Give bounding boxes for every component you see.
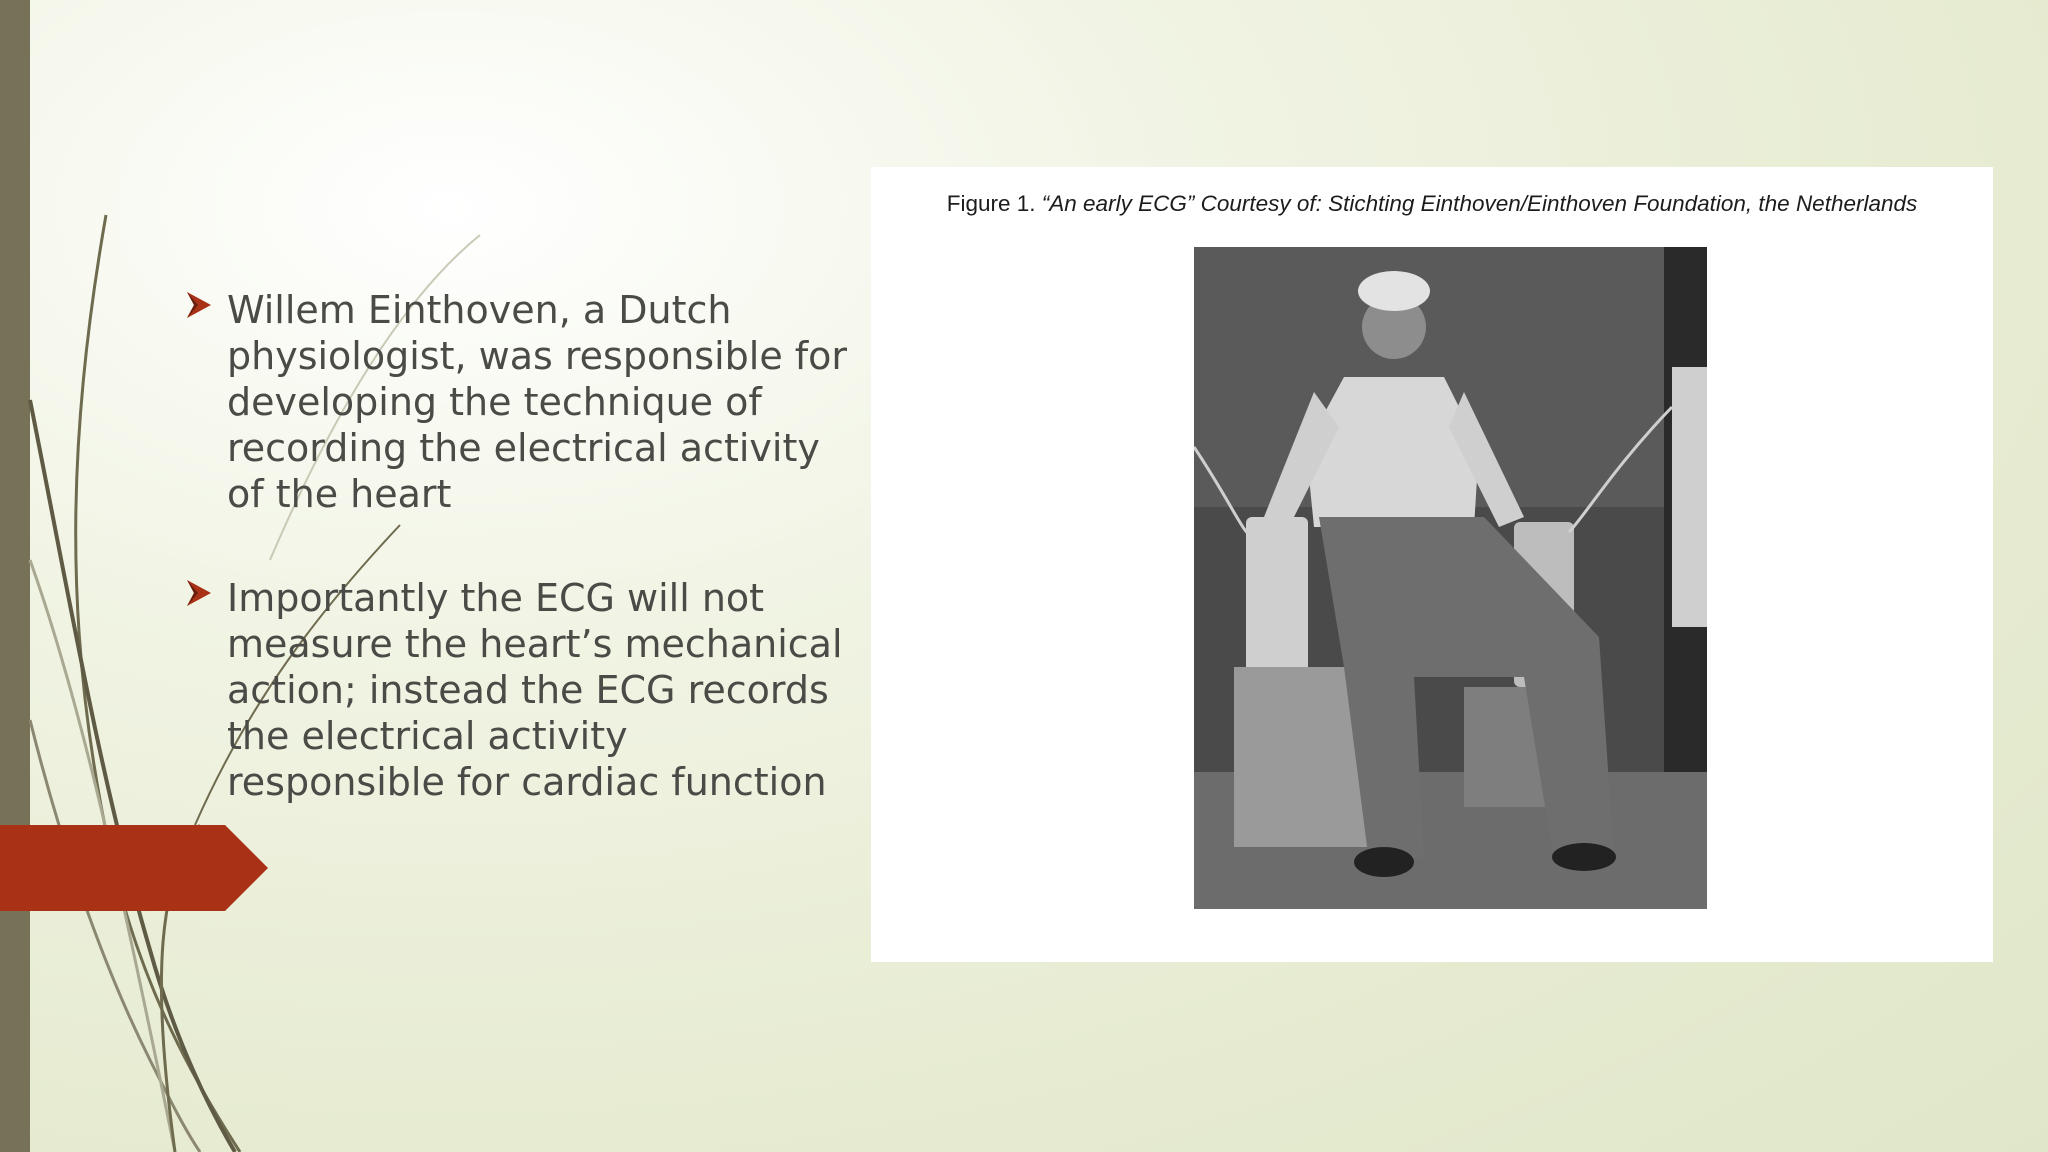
bullet-text: Willem Einthoven, a Dutch physiologist, was responsible for developing the technique of recording the electrical activity of the heart xyxy=(227,288,848,516)
figure-panel xyxy=(871,167,1993,962)
figure-caption-text: “An early ECG” Courtesy of: Stichting Einthoven/Einthoven Foundation, the Netherlands xyxy=(1041,191,1918,216)
bullet-item-einthoven xyxy=(185,287,855,517)
arrow-bullet-icon xyxy=(185,290,215,320)
bullet-item-ecg xyxy=(185,575,855,805)
figure-caption-label: Figure 1. xyxy=(946,191,1036,216)
historical-ecg-photo xyxy=(1194,247,1707,909)
arrow-bullet-icon xyxy=(185,578,215,608)
photo-illustration xyxy=(1194,247,1707,909)
bullet-text: Importantly the ECG will not measure the heart’s mechanical action; instead the ECG records the electrical activity responsible for cardiac function xyxy=(227,576,843,804)
bullet-list xyxy=(185,287,855,863)
figure-caption xyxy=(871,191,1993,217)
